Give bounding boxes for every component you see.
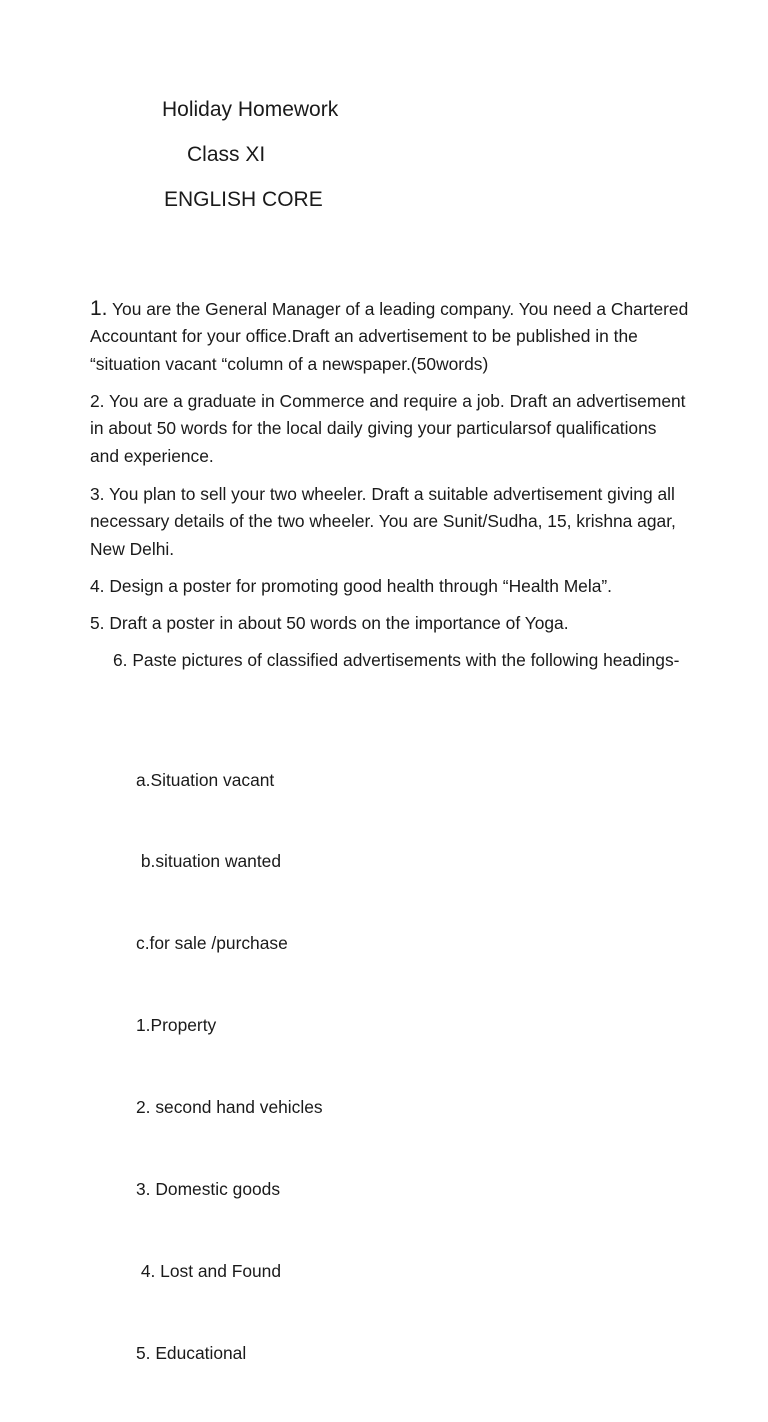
question-5: 5. Draft a poster in about 50 words on the importance of Yoga. bbox=[90, 613, 569, 633]
list-item: a.Situation vacant bbox=[136, 769, 275, 790]
document-title: Holiday Homework bbox=[162, 98, 339, 121]
question-1-text: You are the General Manager of a leading company. You need a Chartered Accountant for your office.Draft an advertisement to be published in the “situation vacant “column of a newspaper.(50words) bbox=[90, 299, 689, 374]
list-item: c.for sale /purchase bbox=[136, 933, 288, 954]
list-item: 5. Educational bbox=[136, 1342, 247, 1363]
question-3: 3. You plan to sell your two wheeler. Draft a suitable advertisement giving all necessary details of the two wheeler. You are Sunit/Sudha, 15, krishna agar, New Delhi. bbox=[90, 484, 676, 559]
question-1-number: 1. bbox=[90, 297, 108, 320]
list-item: 1.Property bbox=[136, 1015, 217, 1036]
subject-heading: ENGLISH CORE bbox=[164, 188, 323, 211]
list-item: b.situation wanted bbox=[136, 851, 282, 872]
list-item: 2. second hand vehicles bbox=[136, 1097, 323, 1118]
question-2: 2. You are a graduate in Commerce and require a job. Draft an advertisement in about 50 words for the local daily giving your particularsof qualifications and experience. bbox=[90, 391, 686, 466]
question-4: 4. Design a poster for promoting good health through “Health Mela”. bbox=[90, 576, 613, 596]
heading-list bbox=[136, 712, 323, 1422]
list-item: 4. Lost and Found bbox=[136, 1260, 282, 1281]
list-item: 3. Domestic goods bbox=[136, 1179, 281, 1200]
class-label: Class XI bbox=[187, 143, 266, 166]
question-1 bbox=[90, 295, 690, 378]
question-6: 6. Paste pictures of classified advertisements with the following headings- bbox=[113, 650, 680, 670]
